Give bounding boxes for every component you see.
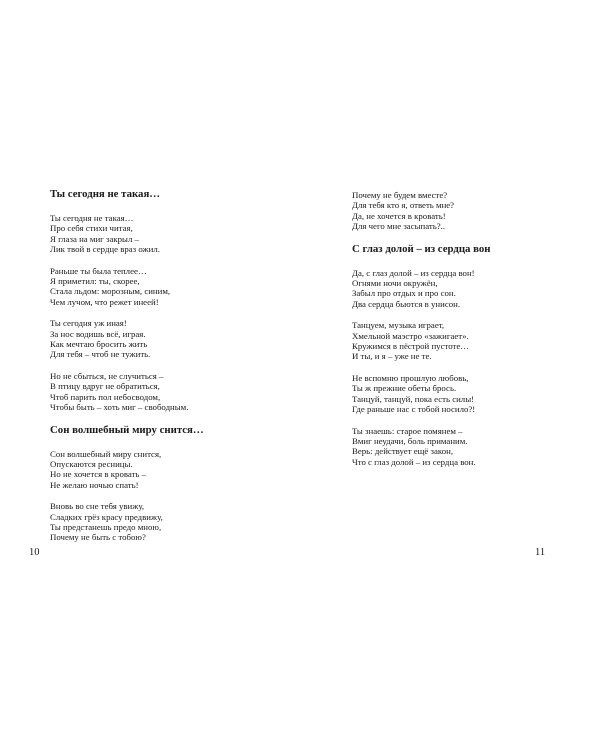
poem-line: Вмиг неудачи, боль приманим. — [352, 435, 468, 446]
poem-line: Почему не будем вместе? — [352, 190, 448, 200]
poem-line: Ты сегодня уж иная! — [50, 318, 127, 329]
poem-title: Сон волшебный миру снится… — [50, 423, 204, 436]
stanza — [352, 426, 600, 468]
poem-line: Где раньше нас с тобой носило?! — [352, 404, 476, 415]
poem-line: Раньше ты была теплее… — [50, 265, 147, 276]
poem-line: Сладких грёз красу предвижу, — [50, 511, 163, 522]
poem — [352, 243, 600, 468]
poem-continuation — [352, 190, 600, 232]
left-page-text — [50, 188, 300, 554]
poem-line: Что с глаз долой – из сердца вон. — [352, 456, 476, 467]
poem-line: И ты, и я – уже не те. — [352, 351, 432, 362]
poem-line: Для чего мне засыпать?.. — [352, 221, 446, 232]
poem-line: Лик твой в сердце враз ожил. — [50, 244, 160, 255]
poem-line: Ты знаешь: старое помянем – — [352, 425, 463, 436]
poem-line: Но не хочется в кровать – — [50, 469, 147, 480]
stanza — [352, 320, 600, 362]
poem-line: Как мечтаю бросить жить — [50, 339, 148, 350]
poem-title: Ты сегодня не такая… — [50, 188, 161, 200]
poem-line: Верь: действует ещё закон, — [352, 446, 454, 457]
poem-line: За нос водишь всё, играя. — [50, 328, 146, 339]
poem-line: Два сердца бьются в унисон. — [352, 298, 461, 309]
poem-line: В птицу вдруг не обратиться, — [50, 381, 160, 392]
poem-line: Огнями ночи окружён, — [352, 278, 438, 289]
poem-line: Да, с глаз долой – из сердца вон! — [352, 267, 475, 278]
page-number: 11 — [535, 547, 546, 558]
right-page — [300, 0, 600, 750]
poem-line: Для тебя кто я, ответь мне? — [352, 200, 455, 211]
poem-line: Я глаза на миг закрыл – — [50, 233, 139, 244]
poem-title: С глаз долой – из сердца вон — [352, 242, 491, 255]
stanza — [352, 373, 600, 415]
poem — [50, 424, 300, 543]
poem-line: Чтобы быть – хоть миг – свободным. — [50, 402, 189, 413]
poem-line: Кружимся в пёстрой пустоте… — [352, 341, 470, 352]
stanza — [50, 266, 300, 308]
poem-line: Вновь во сне тебя увижу, — [50, 501, 145, 512]
stanza — [50, 449, 300, 491]
poem-line: Но не сбыться, не случиться – — [50, 370, 164, 381]
poem-line: Чтоб парить пол небосводом, — [50, 391, 161, 402]
stanza — [50, 318, 300, 360]
poem-line: Да, не хочется в кровать! — [352, 210, 446, 221]
stanza — [352, 268, 600, 310]
poem-line: Ты ж прежние обеты брось. — [352, 383, 457, 394]
page-number: 10 — [29, 547, 40, 558]
poem-line: Про себя стихи читая, — [50, 223, 133, 234]
poem-line: Опускаются ресницы. — [50, 458, 133, 469]
poem-line: Чем лучом, что режет инеей! — [50, 296, 159, 307]
poem-line: Хмельной маэстро «зажигает». — [352, 330, 469, 341]
poem-line: Не желаю ночью спать! — [50, 479, 139, 490]
poem — [50, 188, 300, 413]
poem-line: Почему не быть с тобою? — [50, 532, 146, 543]
stanza — [50, 501, 300, 543]
stanza — [352, 190, 600, 232]
poem-line: Сон волшебный миру снится, — [50, 448, 162, 459]
poem-line: Не вспомню прошлую любовь, — [352, 372, 469, 383]
stanza — [50, 213, 300, 255]
stanza — [50, 371, 300, 413]
poem-line: Танцуем, музыка играет, — [352, 320, 445, 331]
poem-line: Я приметил: ты, скорее, — [50, 276, 140, 287]
poem-line: Забыл про отдых и про сон. — [352, 288, 456, 299]
poem-line: Стала льдом: морозным, синим, — [50, 286, 171, 297]
poem-line: Для тебя – чтоб не тужить. — [50, 349, 151, 360]
poem-line: Танцуй, танцуй, пока есть силы! — [352, 393, 475, 404]
poem-line: Ты сегодня не такая… — [50, 213, 134, 223]
poem-line: Ты предстанешь предо мною, — [50, 521, 162, 532]
right-page-text — [352, 190, 600, 478]
